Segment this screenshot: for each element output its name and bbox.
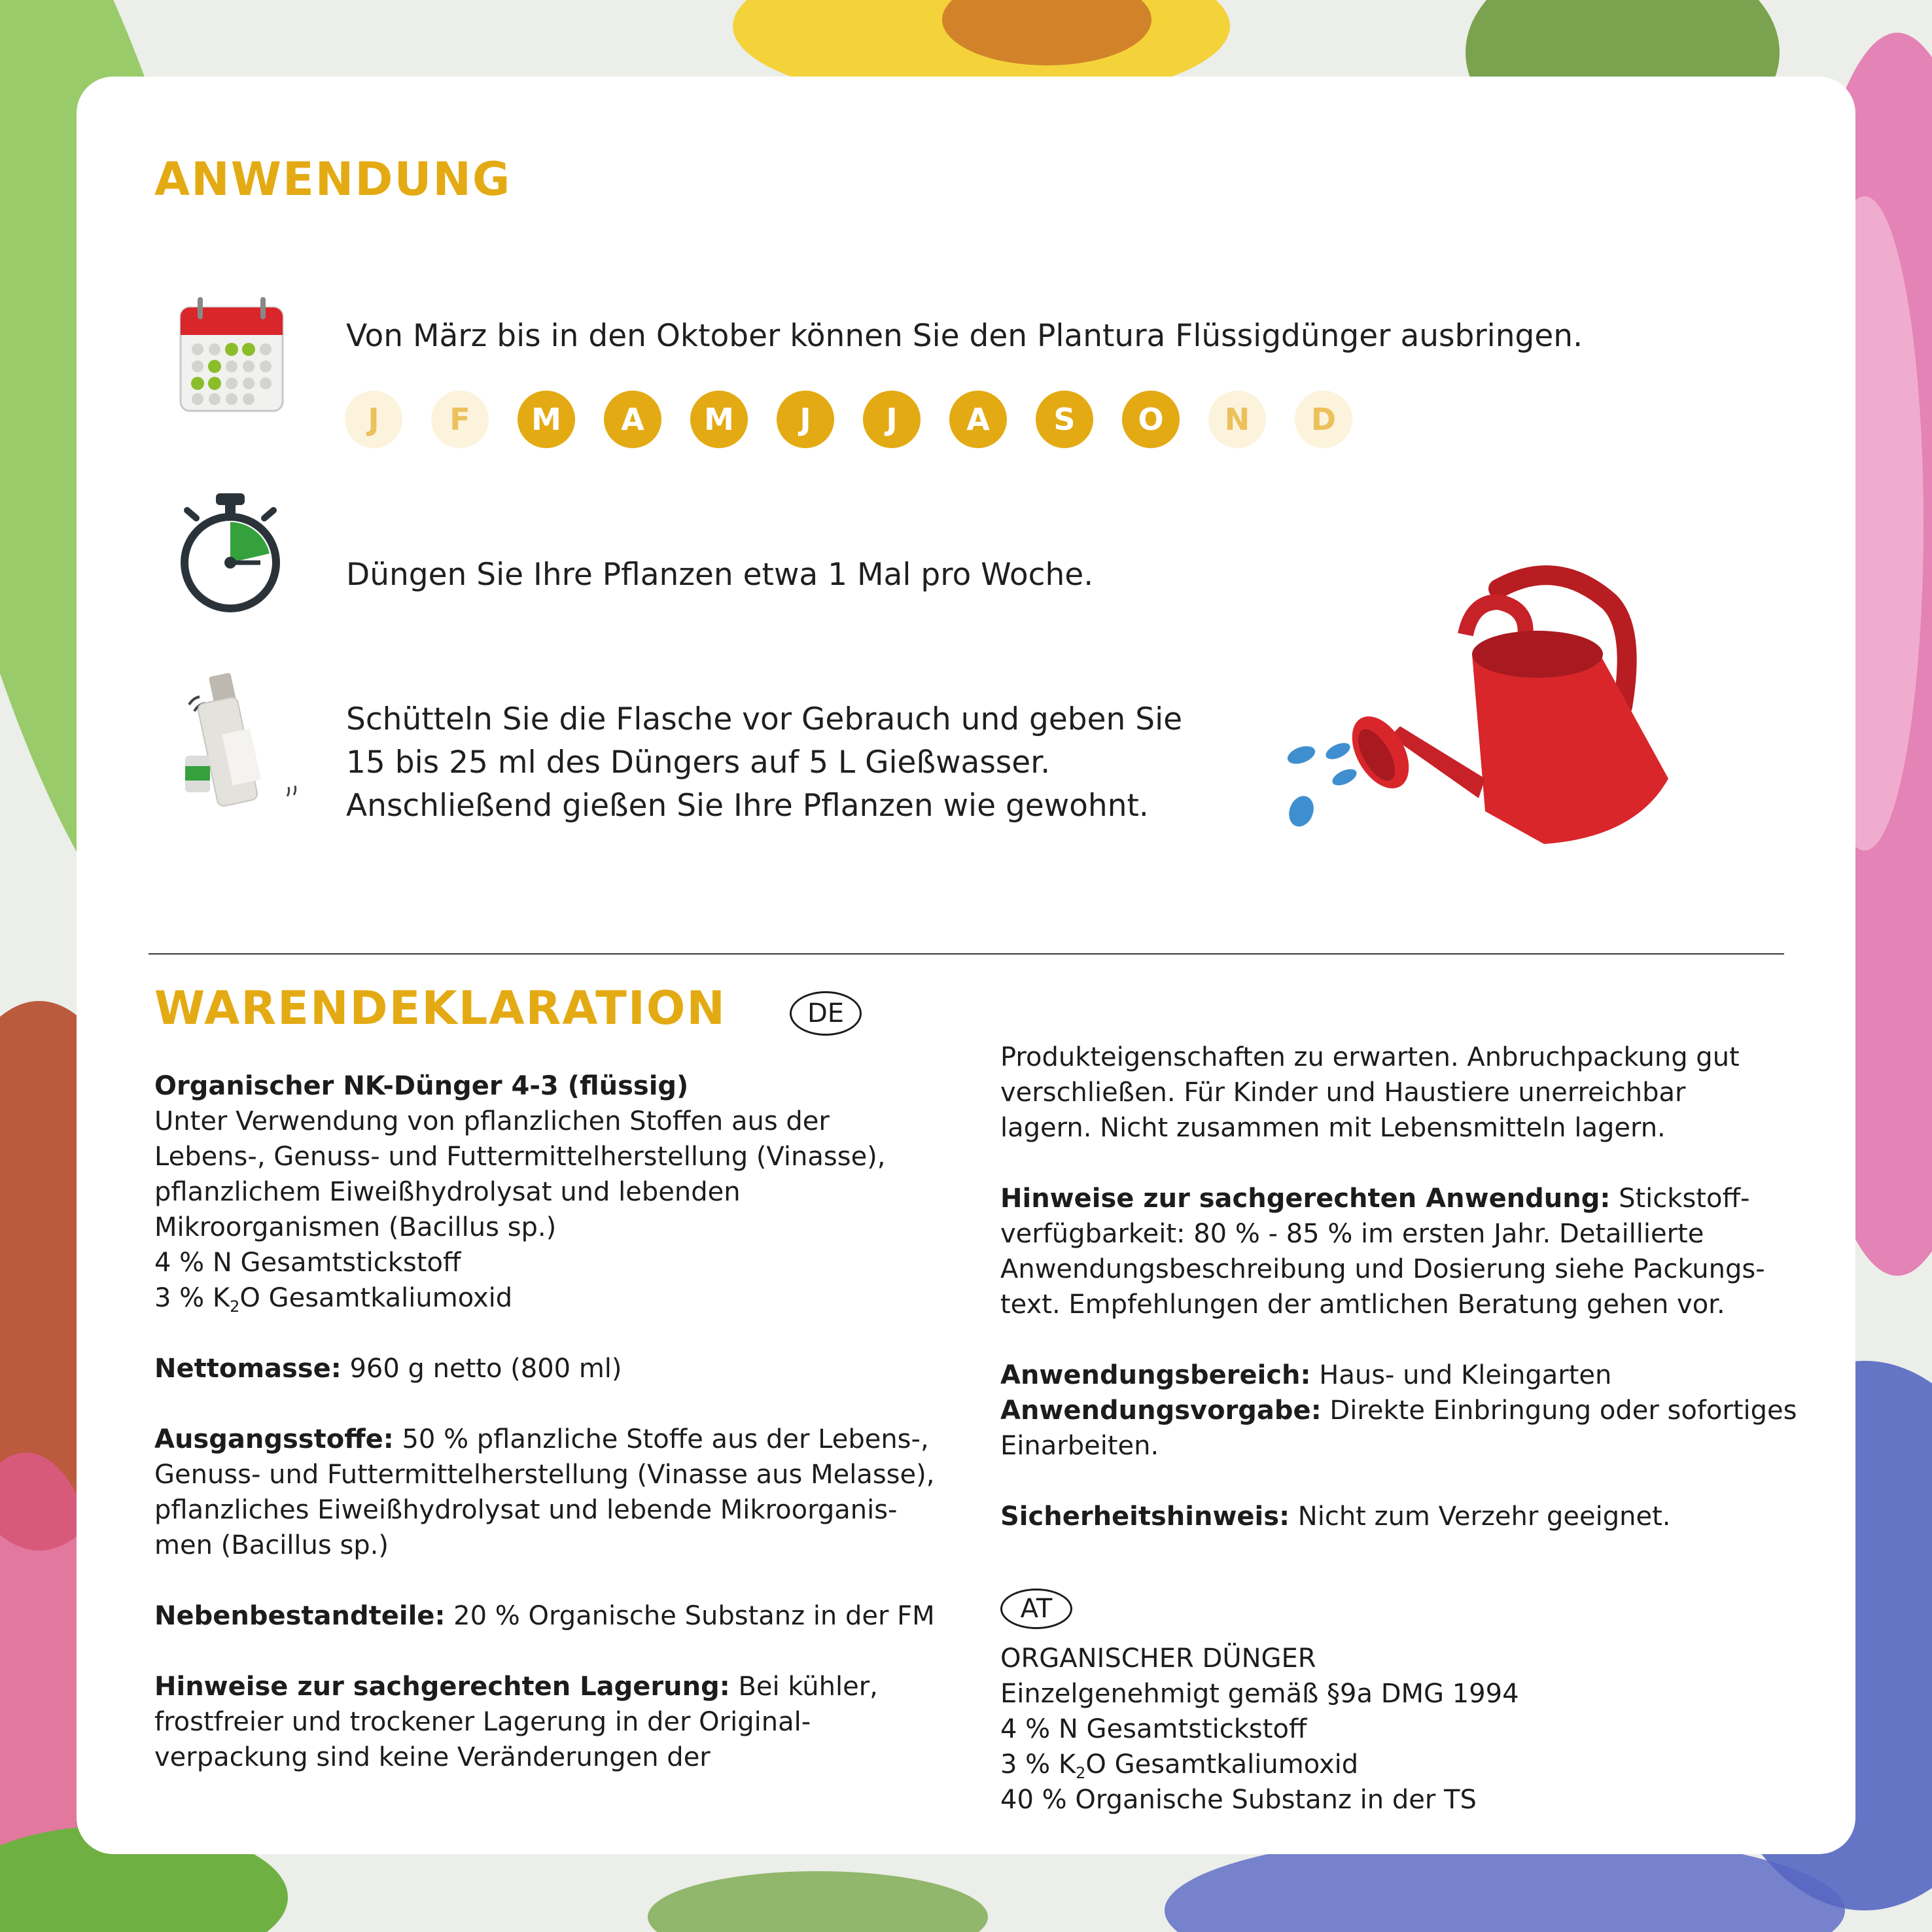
dosage-line-1: Schütteln Sie die Flasche vor Gebrauch und geben Sie: [346, 701, 1183, 737]
storage-notes-continued: Produkteigenschaften zu erwarten. Anbruchpackung gut verschließen. Für Kinder und Haustiere unerreichbar lagern. Nicht zusammen mit Lebensmitteln lagern.: [1000, 1042, 1740, 1143]
potassium-line: 3 % $K_2O$ Gesamtkaliumoxid: [154, 1283, 513, 1316]
dosage-line-3: Anschließend gießen Sie Ihre Pflanzen wie gewohnt.: [346, 788, 1149, 824]
at-nitrogen-line: 4 % N Gesamtstickstoff: [1000, 1714, 1307, 1744]
water-drops-illustration: [1286, 739, 1364, 831]
months-text: Von März bis in den Oktober können Sie den Plantura Flüssigdünger ausbringen.: [346, 318, 1583, 354]
month-jun: J: [777, 391, 834, 448]
stopwatch-icon: [178, 492, 283, 612]
at-organic-line: 40 % Organische Substanz in der TS: [1000, 1785, 1477, 1815]
dosage-text: [346, 698, 1182, 828]
month-aug: A: [949, 391, 1007, 448]
at-approval-line: Einzelgenehmigt gemäß §9a DMG 1994: [1000, 1679, 1519, 1709]
month-jul: J: [863, 391, 921, 448]
section-divider: [149, 953, 1784, 955]
dosage-line-2: 15 bis 25 ml des Düngers auf 5 L Gießwasser.: [346, 745, 1051, 781]
month-jan: J: [345, 391, 402, 448]
country-badge-at: AT: [1000, 1589, 1072, 1629]
warendeklaration-title: WARENDEKLARATION: [154, 981, 727, 1035]
month-apr: A: [604, 391, 661, 448]
at-potassium-line: 3 % $K_2O$ Gesamtkaliumoxid: [1000, 1749, 1359, 1782]
declaration-left-column: [154, 1068, 1005, 1775]
anwendung-title: ANWENDUNG: [154, 152, 512, 206]
source-materials: Ausgangsstoffe: 50 % pflanzliche Stoffe aus der Lebens-, Genuss- und Futtermittelherstellung (Vinasse aus Melasse), pflanzliches Eiweißhydrolysat und lebende Mikroorganis- men (Bacillus sp.): [154, 1424, 935, 1560]
storage-notes: Hinweise zur sachgerechten Lagerung: Bei kühler, frostfreier und trockener Lagerung in der Original- verpackung sind keine Veränderungen der: [154, 1672, 878, 1772]
shake-bottle-icon: [185, 671, 309, 808]
month-oct: O: [1122, 391, 1180, 448]
application-scope: Anwendungsbereich: Haus- und Kleingarten Anwendungsvorgabe: Direkte Einbringung oder sofortiges Einarbeiten.: [1000, 1360, 1797, 1461]
product-description: Unter Verwendung von pflanzlichen Stoffen aus der Lebens-, Genuss- und Futtermittelherstellung (Vinasse), pflanzlichem Eiweißhydrolysat und lebenden Mikroorganismen (Bacillus sp.): [154, 1106, 886, 1242]
net-mass: Nettomasse: 960 g netto (800 ml): [154, 1354, 622, 1384]
month-dec: D: [1295, 391, 1352, 448]
month-feb: F: [431, 391, 489, 448]
product-name: Organischer NK-Dünger 4-3 (flüssig): [154, 1071, 689, 1101]
month-sep: S: [1036, 391, 1093, 448]
safety-notice: Sicherheitshinweis: Nicht zum Verzehr geeignet.: [1000, 1502, 1671, 1532]
country-badge-de: DE: [790, 991, 862, 1036]
month-mar: M: [518, 391, 575, 448]
at-title: ORGANISCHER DÜNGER: [1000, 1643, 1316, 1674]
month-may: M: [690, 391, 748, 448]
month-nov: N: [1208, 391, 1266, 448]
declaration-right-column: [1000, 1040, 1805, 1570]
product-block: [154, 1068, 1005, 1316]
application-notes: Hinweise zur sachgerechten Anwendung: Stickstoff- verfügbarkeit: 80 % - 85 % im ersten Jahr. Detaillierte Anwendungsbeschreibung und Dosierung siehe Packungs- text. Empfehlungen der amtlichen Beratung gehen vor.: [1000, 1184, 1765, 1320]
month-indicator-row: [345, 391, 1352, 448]
calendar-icon: [178, 296, 285, 413]
frequency-text: Düngen Sie Ihre Pflanzen etwa 1 Mal pro Woche.: [346, 557, 1094, 593]
austria-declaration: [1000, 1641, 1805, 1818]
nitrogen-line: 4 % N Gesamtstickstoff: [154, 1248, 461, 1278]
secondary-components: Nebenbestandteile: 20 % Organische Substanz in der FM: [154, 1601, 935, 1631]
